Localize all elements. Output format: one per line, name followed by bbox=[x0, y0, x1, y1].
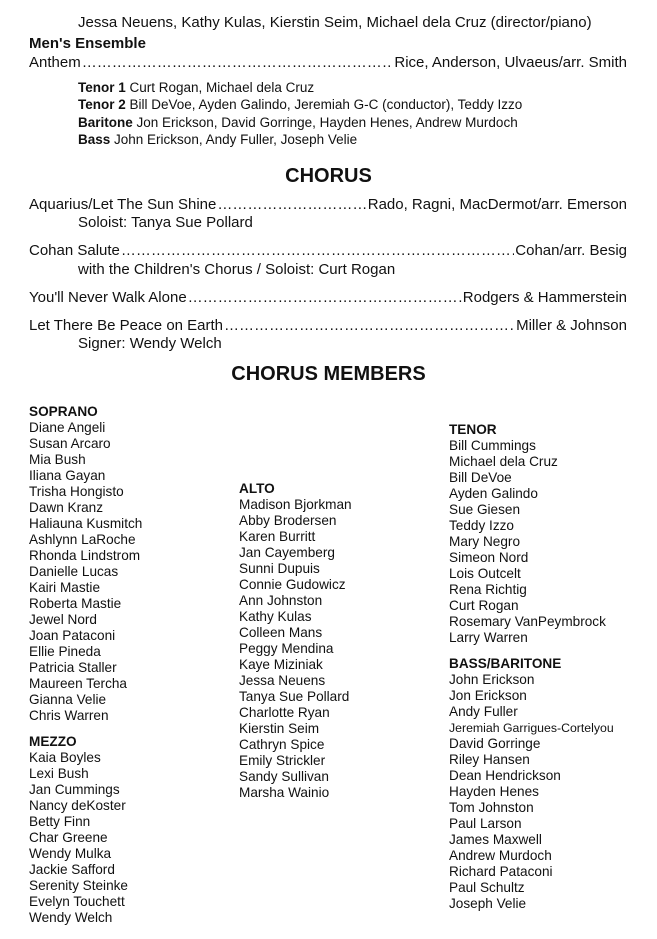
member-name: Michael dela Cruz bbox=[449, 454, 558, 469]
member-name: Peggy Mendina bbox=[239, 641, 334, 656]
alto-list bbox=[239, 497, 352, 801]
leader-dots bbox=[188, 289, 462, 307]
member-name: Kathy Kulas bbox=[239, 609, 312, 624]
piece-credit: Rice, Anderson, Ulvaeus/arr. Smith bbox=[394, 54, 627, 71]
member-name: Jon Erickson bbox=[449, 688, 527, 703]
soprano-list bbox=[29, 420, 142, 724]
leader-dots bbox=[224, 317, 515, 335]
member-name: Dawn Kranz bbox=[29, 500, 104, 515]
member-name: Curt Rogan bbox=[449, 598, 519, 613]
member-name: Nancy deKoster bbox=[29, 798, 126, 813]
bass-baritone-list bbox=[449, 672, 614, 912]
member-name: Kairi Mastie bbox=[29, 580, 101, 595]
part-tenor-2 bbox=[78, 96, 522, 113]
member-name: Madison Bjorkman bbox=[239, 497, 352, 512]
piece-title: Aquarius/Let The Sun Shine bbox=[29, 196, 217, 213]
chorus-heading: CHORUS bbox=[285, 165, 372, 187]
member-name: Cathryn Spice bbox=[239, 737, 325, 752]
member-name: Char Greene bbox=[29, 830, 108, 845]
member-name: Patricia Staller bbox=[29, 660, 117, 675]
piece-credit: Rado, Ragni, MacDermot/arr. Emerson bbox=[367, 196, 627, 213]
member-name: Tanya Sue Pollard bbox=[239, 689, 350, 704]
members-column-2 bbox=[239, 481, 352, 801]
piece-note: Soloist: Tanya Sue Pollard bbox=[78, 214, 253, 231]
piece-credit: Cohan/arr. Besig bbox=[515, 242, 627, 259]
part-tenor-1 bbox=[78, 79, 314, 96]
member-name: Andrew Murdoch bbox=[449, 848, 552, 863]
tenor-list bbox=[449, 438, 614, 646]
member-name: Iliana Gayan bbox=[29, 468, 106, 483]
member-name: Kaye Miziniak bbox=[239, 657, 323, 672]
piece-title: Let There Be Peace on Earth bbox=[29, 317, 224, 334]
member-name: Ann Johnston bbox=[239, 593, 323, 608]
section-heading-soprano: SOPRANO bbox=[29, 404, 98, 419]
members-column-3 bbox=[449, 422, 614, 912]
anthem-entry bbox=[29, 54, 627, 72]
member-name: Wendy Welch bbox=[29, 910, 113, 925]
leader-dots bbox=[217, 196, 366, 214]
section-heading-bass: BASS/BARITONE bbox=[449, 656, 562, 671]
member-name: Bill DeVoe bbox=[449, 470, 512, 485]
member-name: Mary Negro bbox=[449, 534, 521, 549]
chorus-piece-cohan bbox=[29, 242, 627, 260]
part-names: Jon Erickson, David Gorringe, Hayden Henes, Andrew Murdoch bbox=[132, 115, 518, 130]
top-names-line: Jessa Neuens, Kathy Kulas, Kierstin Seim, Michael dela Cruz (director/piano) bbox=[78, 14, 592, 31]
member-name: Gianna Velie bbox=[29, 692, 107, 707]
member-name: Jeremiah Garrigues-Cortelyou bbox=[449, 721, 614, 735]
member-name: Lois Outcelt bbox=[449, 566, 521, 581]
member-name: David Gorringe bbox=[449, 736, 541, 751]
piece-title: Anthem bbox=[29, 54, 81, 71]
member-name: Kierstin Seim bbox=[239, 721, 320, 736]
mens-ensemble-heading: Men's Ensemble bbox=[29, 35, 146, 52]
member-name: Rosemary VanPeymbrock bbox=[449, 614, 606, 629]
member-name: Jan Cummings bbox=[29, 782, 120, 797]
chorus-piece-peace bbox=[29, 317, 627, 335]
member-name: James Maxwell bbox=[449, 832, 542, 847]
piece-note: Signer: Wendy Welch bbox=[78, 335, 222, 352]
member-name: Ayden Galindo bbox=[449, 486, 538, 501]
member-name: Jessa Neuens bbox=[239, 673, 326, 688]
member-name: Riley Hansen bbox=[449, 752, 530, 767]
member-name: Jewel Nord bbox=[29, 612, 97, 627]
member-name: John Erickson bbox=[449, 672, 535, 687]
member-name: Connie Gudowicz bbox=[239, 577, 346, 592]
leader-dots bbox=[82, 54, 394, 72]
member-name: Colleen Mans bbox=[239, 625, 323, 640]
piece-title: You'll Never Walk Alone bbox=[29, 289, 187, 306]
member-name: Richard Pataconi bbox=[449, 864, 553, 879]
member-name: Rhonda Lindstrom bbox=[29, 548, 141, 563]
member-name: Paul Schultz bbox=[449, 880, 525, 895]
piece-credit: Rodgers & Hammerstein bbox=[462, 289, 627, 306]
member-name: Sandy Sullivan bbox=[239, 769, 329, 784]
piece-title: Cohan Salute bbox=[29, 242, 120, 259]
member-name: Betty Finn bbox=[29, 814, 91, 829]
member-name: Charlotte Ryan bbox=[239, 705, 330, 720]
member-name: Haliauna Kusmitch bbox=[29, 516, 143, 531]
member-name: Roberta Mastie bbox=[29, 596, 122, 611]
part-names: Bill DeVoe, Ayden Galindo, Jeremiah G-C (conductor), Teddy Izzo bbox=[125, 97, 523, 112]
part-voice: Bass bbox=[78, 132, 111, 147]
piece-note: with the Children's Chorus / Soloist: Curt Rogan bbox=[78, 261, 396, 278]
member-name: Jackie Safford bbox=[29, 862, 115, 877]
member-name: Bill Cummings bbox=[449, 438, 536, 453]
part-names: Curt Rogan, Michael dela Cruz bbox=[125, 80, 315, 95]
member-name: Ashlynn LaRoche bbox=[29, 532, 136, 547]
member-name: Rena Richtig bbox=[449, 582, 527, 597]
part-voice: Tenor 1 bbox=[78, 80, 126, 95]
member-name: Maureen Tercha bbox=[29, 676, 127, 691]
member-name: Joan Pataconi bbox=[29, 628, 116, 643]
part-names: John Erickson, Andy Fuller, Joseph Velie bbox=[110, 132, 358, 147]
chorus-piece-walk-alone bbox=[29, 289, 627, 307]
member-name: Karen Burritt bbox=[239, 529, 316, 544]
member-name: Dean Hendrickson bbox=[449, 768, 561, 783]
member-name: Joseph Velie bbox=[449, 896, 527, 911]
member-name: Andy Fuller bbox=[449, 704, 518, 719]
member-name: Danielle Lucas bbox=[29, 564, 119, 579]
member-name: Susan Arcaro bbox=[29, 436, 111, 451]
member-name: Paul Larson bbox=[449, 816, 522, 831]
member-name: Sunni Dupuis bbox=[239, 561, 320, 576]
member-name: Sue Giesen bbox=[449, 502, 521, 517]
section-heading-tenor: TENOR bbox=[449, 422, 497, 437]
member-name: Diane Angeli bbox=[29, 420, 106, 435]
chorus-members-heading: CHORUS MEMBERS bbox=[231, 363, 426, 385]
chorus-piece-aquarius bbox=[29, 196, 627, 214]
member-name: Mia Bush bbox=[29, 452, 86, 467]
member-name: Wendy Mulka bbox=[29, 846, 112, 861]
member-name: Simeon Nord bbox=[449, 550, 529, 565]
member-name: Trisha Hongisto bbox=[29, 484, 124, 499]
member-name: Emily Strickler bbox=[239, 753, 326, 768]
member-name: Serenity Steinke bbox=[29, 878, 128, 893]
member-name: Hayden Henes bbox=[449, 784, 539, 799]
section-heading-alto: ALTO bbox=[239, 481, 275, 496]
member-name: Teddy Izzo bbox=[449, 518, 514, 533]
member-name: Chris Warren bbox=[29, 708, 109, 723]
part-voice: Tenor 2 bbox=[78, 97, 126, 112]
leader-dots bbox=[121, 242, 514, 260]
member-name: Abby Brodersen bbox=[239, 513, 337, 528]
member-name: Jan Cayemberg bbox=[239, 545, 335, 560]
part-baritone bbox=[78, 114, 518, 131]
part-voice: Baritone bbox=[78, 115, 133, 130]
member-name: Tom Johnston bbox=[449, 800, 534, 815]
member-name: Larry Warren bbox=[449, 630, 528, 645]
member-name: Ellie Pineda bbox=[29, 644, 101, 659]
members-column-1 bbox=[29, 404, 142, 926]
member-name: Lexi Bush bbox=[29, 766, 89, 781]
mezzo-list bbox=[29, 750, 142, 926]
part-bass bbox=[78, 131, 357, 148]
piece-credit: Miller & Johnson bbox=[516, 317, 627, 334]
member-name: Evelyn Touchett bbox=[29, 894, 125, 909]
member-name: Kaia Boyles bbox=[29, 750, 101, 765]
section-heading-mezzo: MEZZO bbox=[29, 734, 77, 749]
member-name: Marsha Wainio bbox=[239, 785, 330, 800]
